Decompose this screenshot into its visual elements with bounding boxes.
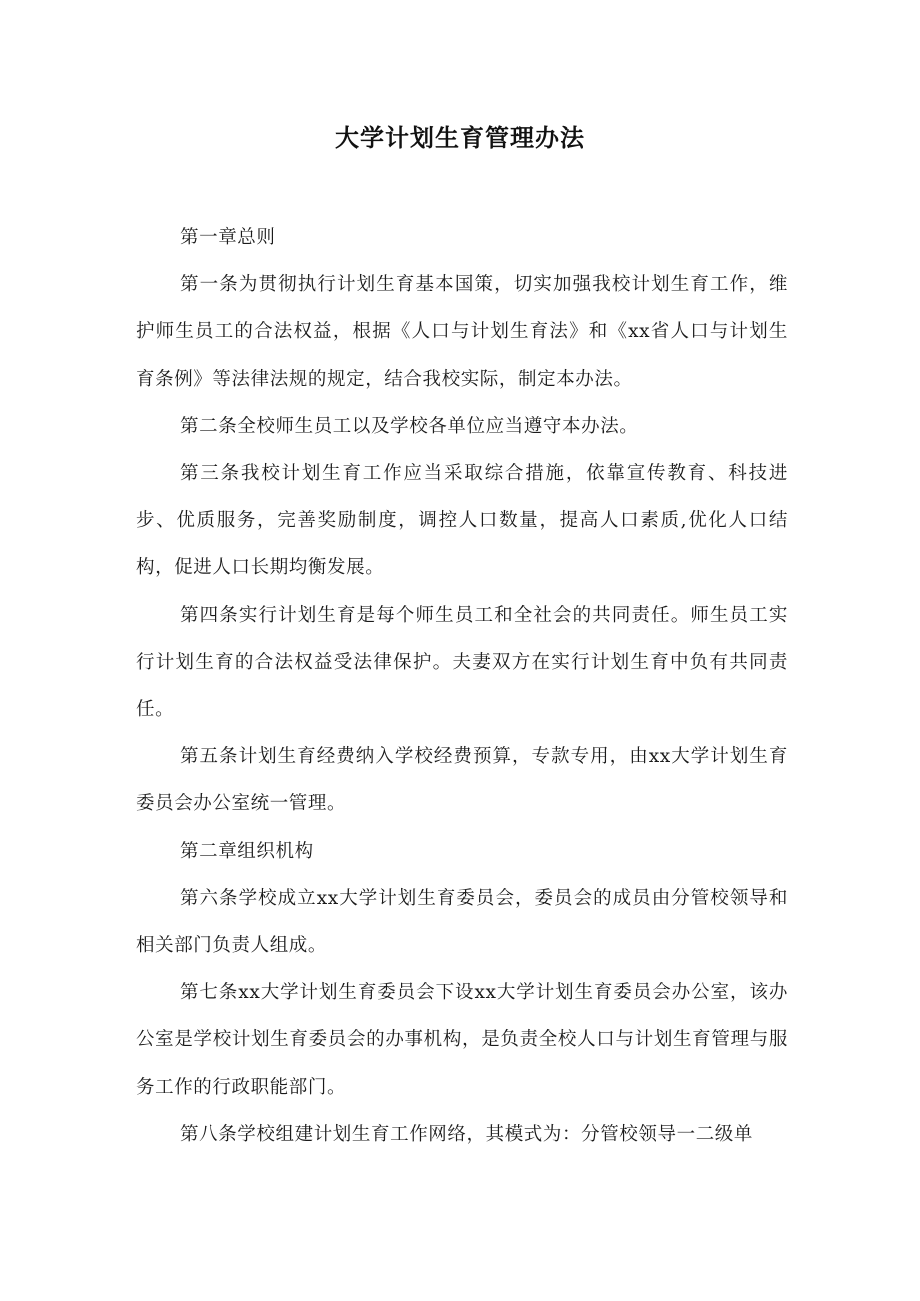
article-6-paragraph: 第六条学校成立xx大学计划生育委员会，委员会的成员由分管校领导和相关部门负责人组成。 <box>136 887 788 957</box>
article-8-paragraph: 第八条学校组建计划生育工作网络，其模式为：分管校领导一二级单 <box>180 1123 754 1145</box>
article-4-paragraph: 第四条实行计划生育是每个师生员工和全社会的共同责任。师生员工实行计划生育的合法权益受法律保护。夫妻双方在实行计划生育中负有共同责任。 <box>136 604 788 721</box>
chapter-heading-general: 第一章总则 <box>180 227 276 248</box>
article-5-paragraph: 第五条计划生育经费纳入学校经费预算，专款专用，由xx大学计划生育委员会办公室统一管理。 <box>136 746 788 815</box>
chapter-heading-organization: 第二章组织机构 <box>180 840 314 862</box>
document-title: 大学计划生育管理办法 <box>335 124 585 152</box>
article-1-paragraph: 第一条为贯彻执行计划生育基本国策，切实加强我校计划生育工作，维护师生员工的合法权益，根据《人口与计划生育法》和《xx省人口与计划生育条例》等法律法规的规定，结合我校实际，制定本办法。 <box>136 274 788 390</box>
article-7-paragraph: 第七条xx大学计划生育委员会下设xx大学计划生育委员会办公室，该办公室是学校计划生育委员会的办事机构，是负责全校人口与计划生育管理与服务工作的行政职能部门。 <box>136 982 788 1098</box>
article-2-paragraph: 第二条全校师生员工以及学校各单位应当遵守本办法。 <box>180 415 639 437</box>
document-body <box>136 214 788 1158</box>
article-3-paragraph: 第三条我校计划生育工作应当采取综合措施，依靠宣传教育、科技进步、优质服务，完善奖励制度，调控人口数量，提高人口素质,优化人口结构，促进人口长期均衡发展。 <box>136 463 788 579</box>
